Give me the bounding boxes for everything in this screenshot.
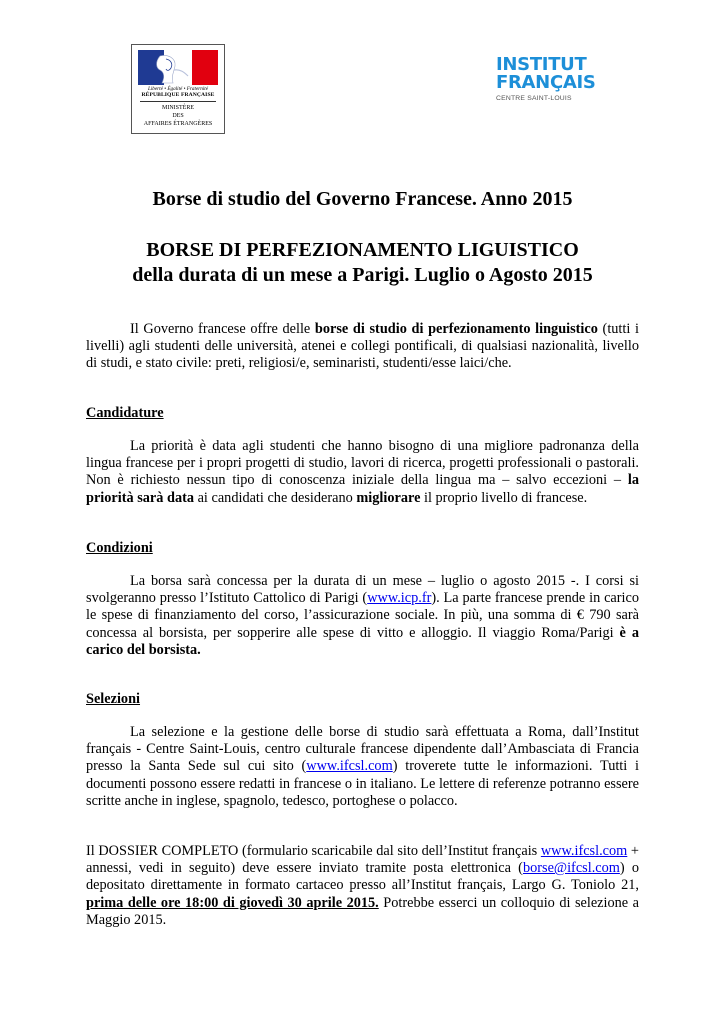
dossier-text-2: + annessi, vedi in seguito) deve essere inviato tramite posta elettronica (: [86, 843, 639, 877]
logo-divider: [140, 101, 216, 102]
candidature-paragraph: [86, 438, 639, 507]
institut-francais-name: INSTITUT FRANÇAIS: [496, 54, 596, 93]
marianne-flag-icon: [138, 50, 218, 85]
republique-name: RÉPUBLIQUE FRANÇAISE: [141, 92, 215, 98]
condizioni-text-1: La borsa sarà concessa per la durata di un mese – luglio o agosto 2015 -. I corsi si svolgeranno presso l’Istituto Cattolico di Parigi (: [86, 573, 639, 607]
republique-francaise-logo: [131, 44, 225, 134]
selezioni-heading: Selezioni: [86, 691, 141, 707]
dossier-deadline: prima delle ore 18:00 di giovedì 30 aprile 2015.: [86, 894, 379, 911]
candidature-heading: Candidature: [86, 405, 164, 421]
candidature-text-1: La priorità è data agli studenti che hanno bisogno di una migliore padronanza della lingua francese per i propri progetti di studio, lavori di ricerca, progetti professionali o pastorali. Non è richiesto nessun tipo di conoscenza iniziale della lingua ma – salvo eccezioni –: [86, 438, 639, 489]
ministry-name: MINISTÈRE DES AFFAIRES ÉTRANGÈRES: [143, 105, 213, 127]
republique-motto: Liberté • Égalité • Fraternité: [147, 86, 209, 92]
condizioni-paragraph: [86, 573, 639, 659]
candidature-bold-2: migliorare: [356, 489, 421, 506]
selezioni-paragraph: [86, 724, 639, 810]
icp-link[interactable]: www.icp.fr: [367, 590, 432, 607]
dossier-text-1: Il DOSSIER COMPLETO (formulario scaricabile dal sito dell’Institut français: [86, 843, 541, 859]
ifcsl-link-dossier[interactable]: www.ifcsl.com: [540, 843, 628, 859]
intro-bold-1: borse di studio di perfezionamento linguistico: [314, 321, 598, 337]
document-subtitle-line1: BORSE DI PERFEZIONAMENTO LIGUISTICO: [146, 239, 579, 261]
document-title: Borse di studio del Governo Francese. Anno 2015: [152, 188, 573, 210]
selezioni-text-2: ) troverete tutte le informazioni. Tutti i documenti possono essere redatti in francese o in italiano. Le lettere di referenze potranno essere scritte anche in inglese, spagnolo, tedesco, portoghese o polacco.: [86, 758, 639, 809]
selezioni-text-1: La selezione e la gestione delle borse di studio sarà effettuata a Roma, dall’Institut français - Centre Saint-Louis, centro culturale francese dipendente dall’Ambasciata di Francia presso la Santa Sede sul cui sito (: [86, 724, 639, 775]
condizioni-bold-1: è a carico del borsista.: [86, 624, 639, 658]
document-subtitle-line2: della durata di un mese a Parigi. Luglio o Agosto 2015: [132, 264, 593, 286]
institut-francais-subtitle: CENTRE SAINT-LOUIS: [496, 95, 572, 102]
condizioni-text-2: ). La parte francese prende in carico le spese di finanziamento del corso, l’assicurazione sociale. In più, una somma di € 790 sarà concessa al borsista, per sopperire alle spese di vitto e alloggio. Il viaggio Roma/Parigi: [86, 590, 639, 641]
institut-francais-logo: [496, 56, 616, 106]
dossier-text-4: Potrebbe esserci un colloquio di selezione a Maggio 2015.: [86, 894, 639, 928]
condizioni-heading: Condizioni: [86, 540, 153, 556]
candidature-bold-1: la priorità sarà data: [86, 472, 639, 506]
dossier-text-3: ) o depositato direttamente in formato cartaceo presso all’Institut français, Largo G. Toniolo 21,: [86, 860, 640, 894]
candidature-text-2: ai candidati che desiderano: [194, 489, 357, 506]
candidature-text-3: il proprio livello di francese.: [420, 489, 588, 506]
dossier-paragraph: [86, 843, 639, 929]
intro-paragraph: [86, 321, 639, 373]
intro-text-2: (tutti i livelli) agli studenti delle università, atenei e collegi pontificali, di qualsiasi nazionalità, livello di studi, e stato civile: preti, religiosi/e, seminaristi, studenti/esse laici/che.: [86, 321, 639, 372]
intro-text-1: Il Governo francese offre delle: [130, 321, 315, 337]
ifcsl-link[interactable]: www.ifcsl.com: [306, 758, 393, 775]
borse-email-link[interactable]: borse@ifcsl.com: [522, 860, 620, 877]
